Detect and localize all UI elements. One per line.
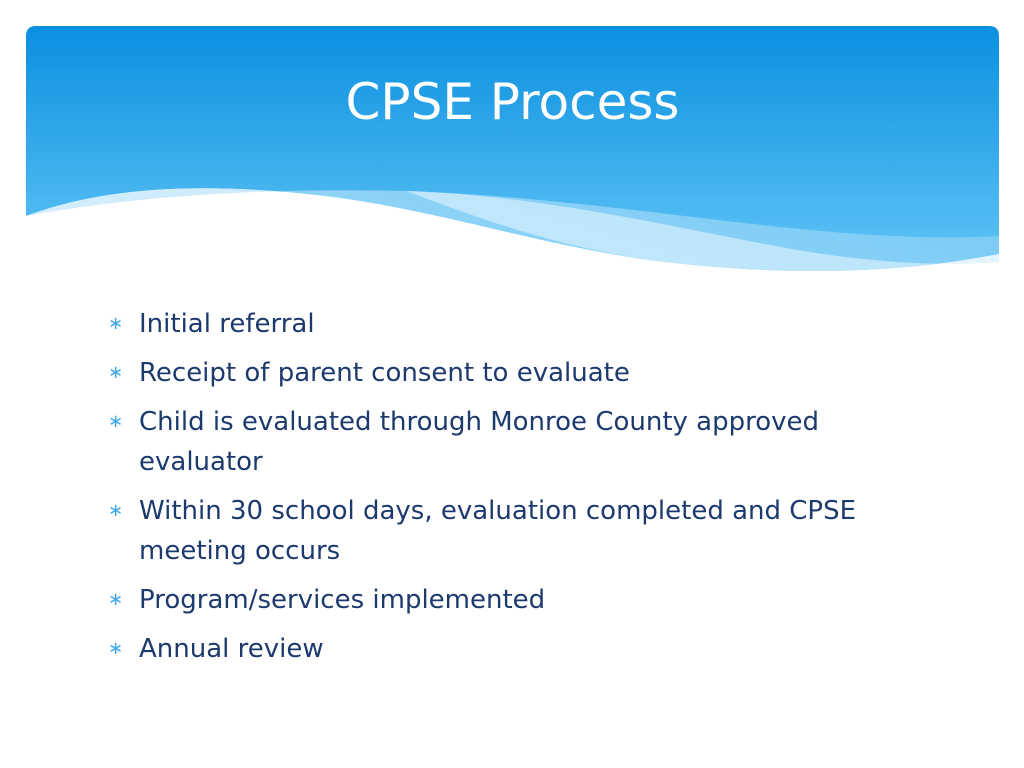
asterisk-bullet-icon: ∗ xyxy=(108,362,124,383)
header-wave-banner xyxy=(26,26,999,286)
list-item xyxy=(106,629,906,669)
list-item xyxy=(106,491,906,571)
bullet-text: Program/services implemented xyxy=(139,585,546,615)
asterisk-bullet-icon: ∗ xyxy=(108,638,124,659)
list-item xyxy=(106,402,906,482)
bullet-text: Within 30 school days, evaluation completed and CPSE meeting occurs xyxy=(139,496,857,566)
asterisk-bullet-icon: ∗ xyxy=(108,313,124,334)
asterisk-bullet-icon: ∗ xyxy=(108,500,124,521)
asterisk-bullet-icon: ∗ xyxy=(108,589,124,610)
bullet-text: Annual review xyxy=(139,634,324,664)
bullet-text: Receipt of parent consent to evaluate xyxy=(139,358,630,388)
list-item xyxy=(106,353,906,393)
list-item xyxy=(106,304,906,344)
bullet-text: Initial referral xyxy=(139,309,315,339)
bullet-list xyxy=(106,304,906,678)
bullet-text: Child is evaluated through Monroe County approved evaluator xyxy=(139,407,820,477)
wave-background xyxy=(26,26,999,286)
slide-title: CPSE Process xyxy=(345,73,680,131)
asterisk-bullet-icon: ∗ xyxy=(108,411,124,432)
list-item xyxy=(106,580,906,620)
